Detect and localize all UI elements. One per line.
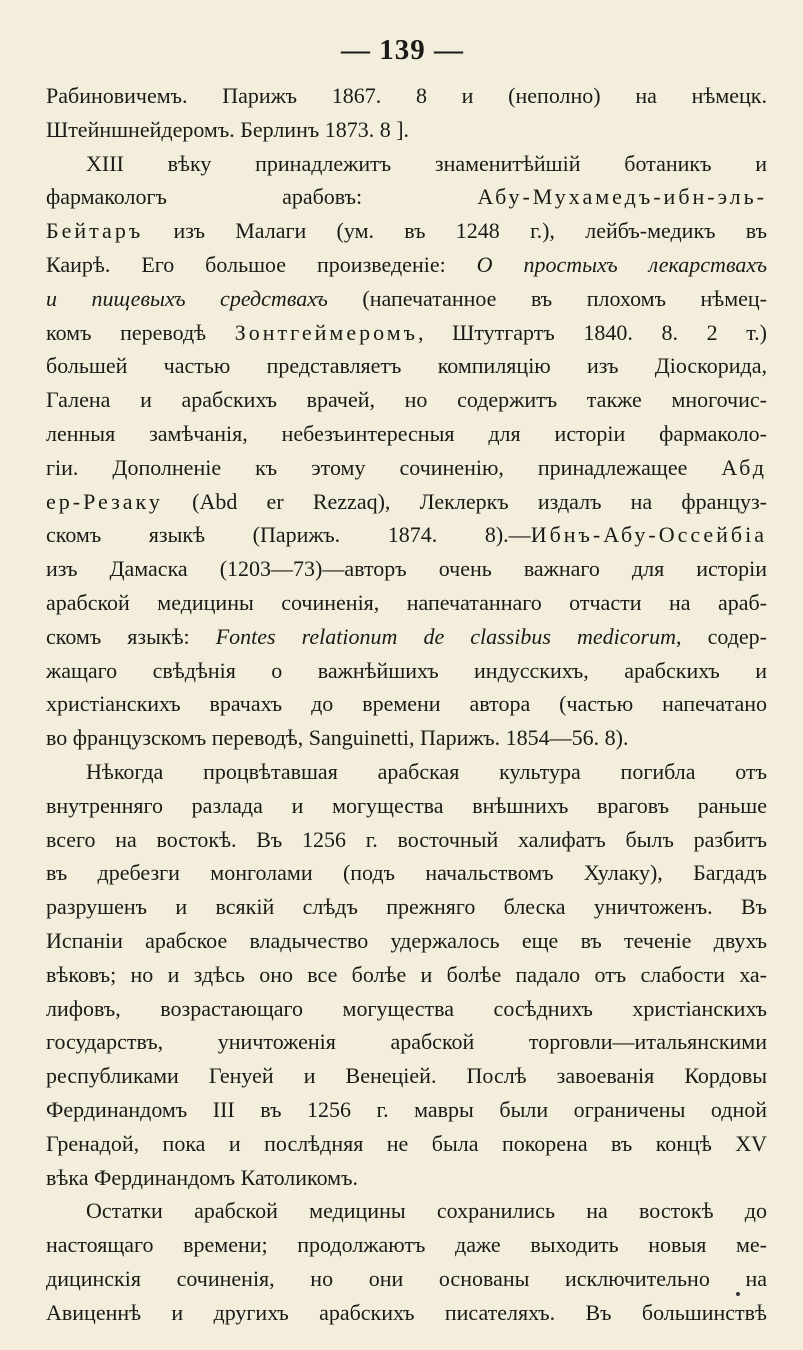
text-run: дицинскія сочиненія, но они основаны исключительно на [46,1265,767,1291]
text-line [46,1296,767,1330]
text-line [46,856,767,890]
text-line [46,654,767,688]
text-run: Авиценнѣ и другихъ арабскихъ писателяхъ. Въ большинствѣ [46,1299,767,1325]
text-run: комъ переводѣ [46,319,235,345]
text-run: и пищевыхъ средствахъ [46,285,328,311]
text-run: вѣковъ; но и здѣсь оно все болѣе и болѣе падало отъ слабости ха- [46,961,767,987]
text-line [46,113,767,147]
text-line [46,1093,767,1127]
text-run: XIII вѣку принадлежитъ знаменитѣйшій ботаникъ и [86,150,767,176]
text-line [46,687,767,721]
text-line [46,992,767,1026]
text-run: Каирѣ. Его большое произведеніе: [46,251,477,277]
text-run: республиками Генуей и Венеціей. Послѣ завоеванія Кордовы [46,1063,767,1089]
ink-speck [736,1292,740,1296]
text-line [46,248,767,282]
text-line [46,1025,767,1059]
text-run: Нѣкогда процвѣтавшая арабская культура погибла отъ [86,758,767,784]
text-run: Фердинандомъ III въ 1256 г. мавры были ограничены одной [46,1096,767,1122]
text-run: изъ Дамаска (1203—73)—авторъ очень важнаго для исторіи [46,556,767,582]
text-run: (напечатанное въ плохомъ нѣмец- [327,285,767,311]
text-run: христіанскихъ врачахъ до времени автора (частью напечатано [46,691,767,717]
text-line [46,721,767,755]
text-run: государствъ, уничтоженія арабской торговли—итальянскими [46,1029,767,1055]
text-line [46,789,767,823]
text-run: настоящаго времени; продолжаютъ даже выходить новыя ме- [46,1232,767,1258]
text-line [46,316,767,350]
text-run: О простыхъ лекарствахъ [476,251,767,277]
page-number: — 139 — [341,34,464,66]
text-run: Испаніи арабское владычество удержалось еще въ теченіе двухъ [46,927,767,953]
text-run: во французскомъ переводѣ, Sanguinetti, Парижъ. 1854—56. 8). [46,725,629,751]
text-run: , содер- [676,623,767,649]
text-line [46,1262,767,1296]
text-line [46,620,767,654]
text-run: большей частью представляетъ компиляцію изъ Діоскорида, [46,353,767,379]
text-run: фармакологъ арабовъ: [46,184,478,210]
text-line [46,282,767,316]
text-line [46,1194,767,1228]
text-line [46,924,767,958]
text-run: изъ Малаги (ум. въ 1248 г.), лейбъ-медикъ въ [143,218,767,244]
text-run: Гренадой, пока и послѣдняя не была покорена въ концѣ XV [46,1130,767,1156]
text-line [46,1127,767,1161]
text-run: скомъ языкѣ (Парижъ. 1874. 8).— [46,522,531,548]
text-line [46,180,767,214]
text-run: жащаго свѣдѣнія о важнѣйшихъ индусскихъ, арабскихъ и [46,657,767,683]
text-run: Бейтаръ [46,218,144,244]
text-line [46,586,767,620]
text-line [46,417,767,451]
text-line [46,485,767,519]
text-line [46,890,767,924]
text-run: ер-Резаку [46,488,163,514]
text-run: въ дребезги монголами (подъ начальствомъ Хулаку), Багдадъ [46,860,767,886]
text-line [46,1161,767,1195]
text-line [46,823,767,857]
text-run: Рабиновичемъ. Парижъ 1867. 8 и (неполно) на нѣмецк. [46,83,767,108]
text-run: лифовъ, возрастающаго могущества сосѣднихъ христіанскихъ [46,995,767,1021]
text-line [46,147,767,181]
text-run: Галена и арабскихъ врачей, но содержитъ также многочис- [46,387,767,413]
text-line [46,755,767,789]
text-line [46,518,767,552]
text-run: Абд [721,454,767,480]
text-run: разрушенъ и всякій слѣдъ прежняго блеска уничтоженъ. Въ [46,894,767,920]
text-line [46,552,767,586]
body-text [46,79,767,1329]
text-run: Абу-Мухамедъ-ибн-эль- [477,184,767,210]
text-run: Остатки арабской медицины сохранились на востокѣ до [86,1198,767,1224]
text-run: внутренняго разлада и могущества внѣшнихъ враговъ раньше [46,792,767,818]
text-run: Fontes relationum de classibus medicorum [215,623,677,649]
text-line [46,958,767,992]
text-run: Штейншнейдеромъ. Берлинъ 1873. 8 ]. [46,116,410,142]
text-run: скомъ языкѣ: [46,623,216,649]
text-run: (Abd er Rezzaq), Леклеркъ издалъ на француз- [162,488,767,514]
text-run: Зонтгеймеромъ [234,319,418,345]
text-line [46,383,767,417]
text-line [46,349,767,383]
text-run: Ибнъ-Абу-Оссейбіа [530,522,767,548]
text-line [46,1059,767,1093]
text-line [46,214,767,248]
text-line [46,79,767,113]
text-run: всего на востокѣ. Въ 1256 г. восточный халифатъ былъ разбитъ [46,826,767,852]
text-run: гіи. Дополненіе къ этому сочиненію, принадлежащее [46,454,722,480]
text-line [46,451,767,485]
text-line [46,1228,767,1262]
text-run: вѣка Фердинандомъ Католикомъ. [46,1164,358,1190]
text-run: , Штутгартъ 1840. 8. 2 т.) [418,319,768,345]
text-run: ленныя замѣчанія, небезъинтересныя для исторіи фармаколо- [46,420,767,446]
text-run: арабской медицины сочиненія, напечатаннаго отчасти на араб- [46,589,767,615]
